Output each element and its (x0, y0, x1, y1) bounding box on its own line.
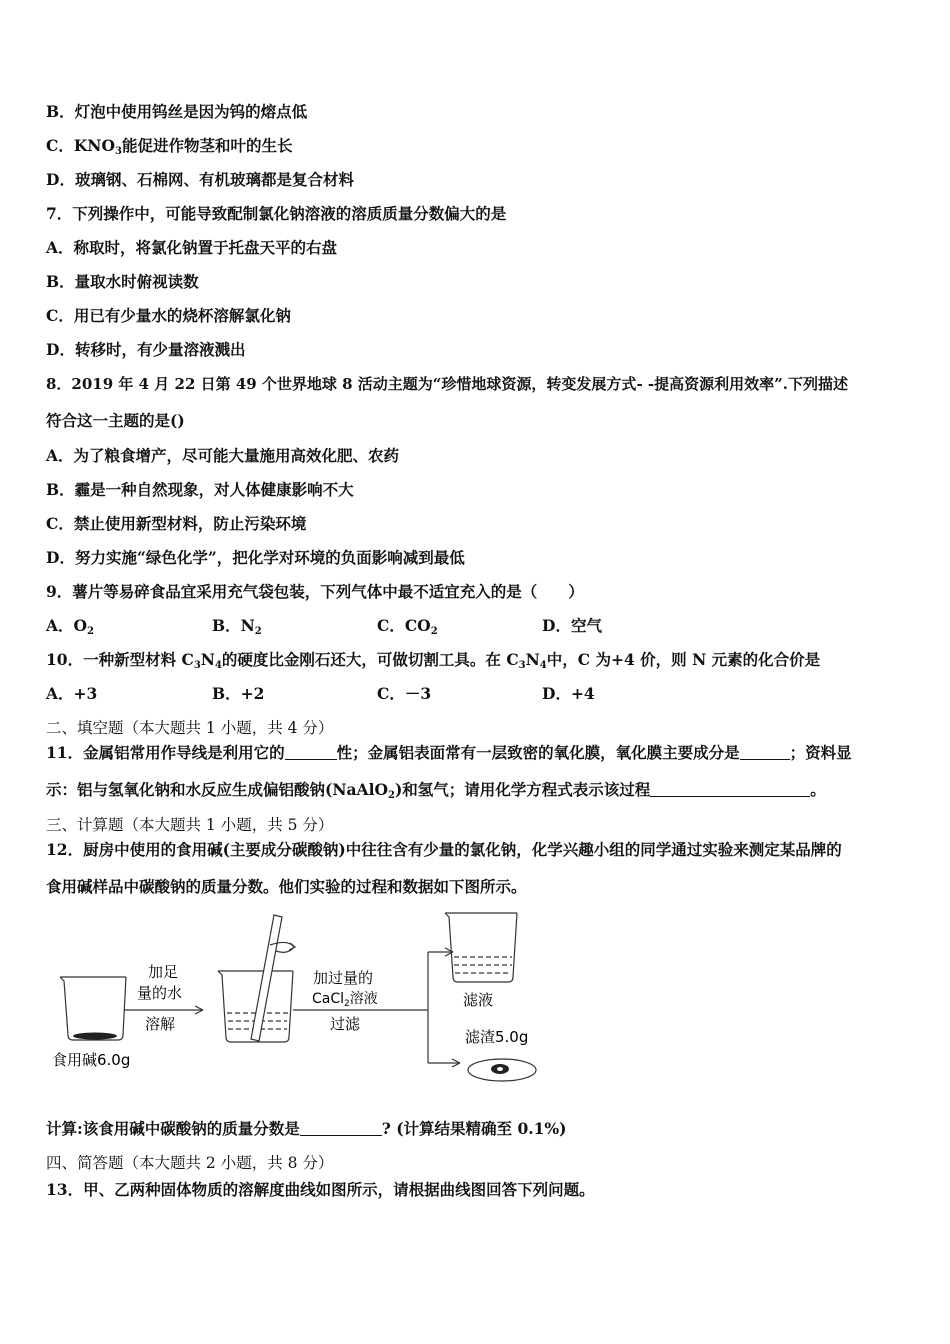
q10-text-5: 中，C 为+4 价，则 N 元素的化合价是 (546, 650, 821, 669)
q9-option-b (212, 616, 262, 642)
step1-line1: 加足 (148, 963, 179, 981)
sample-beaker (60, 977, 126, 1040)
q6c-subscript: 3 (114, 146, 122, 157)
q9b-subscript: 2 (254, 626, 262, 637)
section-4-heading: 四、简答题（本大题共 2 小题，共 8 分） (46, 1154, 334, 1172)
q12-stem-line2: 食用碱样品中碳酸钠的质量分数。他们实验的过程和数据如下图所示。 (46, 877, 527, 896)
q9a-text: A．O (46, 616, 88, 635)
q7-option-d: D．转移时，有少量溶液溅出 (46, 340, 246, 359)
q11-text-5: )和氢气；请用化学方程式表示该过程 (394, 780, 651, 799)
cacl2-solution: 溶液 (349, 991, 378, 1007)
q9c-subscript: 2 (430, 626, 438, 637)
q10-text-2: N (200, 650, 215, 669)
q12-answer-blank[interactable] (300, 1121, 382, 1136)
q11-blank-3[interactable] (650, 782, 810, 797)
q12-calc-text: 计算:该食用碱中碳酸钠的质量分数是 (46, 1119, 300, 1138)
step1-line3: 溶解 (145, 1015, 176, 1033)
q12-calc-note: ? (计算结果精确至 0.1%) (381, 1119, 567, 1138)
q10-sub-3: 3 (518, 660, 526, 671)
q10-stem (46, 650, 820, 676)
step2-line2 (312, 990, 378, 1009)
step2-line1: 加过量的 (313, 969, 374, 987)
q8-option-b: B．霾是一种自然现象，对人体健康影响不大 (46, 480, 354, 499)
q9-option-d: D．空气 (542, 616, 602, 635)
q10-option-a: A．+3 (46, 684, 98, 703)
experiment-diagram (40, 905, 560, 1095)
q11-text-2: 性；金属铝表面常有一层致密的氧化膜，氧化膜主要成分是 (336, 743, 740, 762)
q11-text-3: ；资料显 (789, 743, 852, 762)
q11-line1 (46, 743, 852, 763)
step1-line2: 量的水 (137, 984, 183, 1002)
q11-blank-1[interactable] (285, 745, 337, 760)
q6-option-d: D．玻璃钢、石棉网、有机玻璃都是复合材料 (46, 170, 354, 189)
q8-option-d: D．努力实施“绿色化学”，把化学对环境的负面影响减到最低 (46, 548, 465, 567)
sample-label: 食用碱6.0g (52, 1051, 131, 1069)
q10-text-1: 10．一种新型材料 C (46, 650, 194, 669)
q7-option-b: B．量取水时俯视读数 (46, 272, 199, 291)
q9-option-c (377, 616, 438, 642)
q6-option-c (46, 136, 292, 162)
section-3-heading: 三、计算题（本大题共 1 小题，共 5 分） (46, 816, 334, 834)
q6-option-b: B．灯泡中使用钨丝是因为钨的熔点低 (46, 102, 308, 121)
q10-option-b: B．+2 (212, 684, 265, 703)
q8-stem-line2: 符合这一主题的是() (46, 411, 185, 430)
q11-subscript: 2 (387, 790, 395, 801)
q8-stem-line1: 8．2019 年 4 月 22 日第 49 个世界地球 8 活动主题为“珍惜地球资源，转变发展方式- -提高资源利用效率”.下列描述 (46, 375, 848, 393)
q12-stem-line1: 12．厨房中使用的食用碱(主要成分碳酸钠)中往往含有少量的氯化钠，化学兴趣小组的同学通过实验来测定某品牌的 (46, 840, 842, 859)
q9-option-a (46, 616, 94, 642)
q9b-text: B．N (212, 616, 255, 635)
q9-stem: 9．薯片等易碎食品宜采用充气袋包装，下列气体中最不适宜充入的是（ ） (46, 582, 584, 601)
q7-stem: 7．下列操作中，可能导致配制氯化钠溶液的溶质质量分数偏大的是 (46, 204, 507, 223)
residue-label: 滤渣5.0g (465, 1028, 529, 1046)
q7-option-c: C．用已有少量水的烧杯溶解氯化钠 (46, 306, 291, 325)
section-2-heading: 二、填空题（本大题共 1 小题，共 4 分） (46, 719, 334, 737)
q11-line2 (46, 780, 826, 806)
filtrate-label: 滤液 (463, 991, 494, 1009)
q11-text-6: 。 (810, 780, 826, 799)
q10-sub-2: 4 (214, 660, 222, 671)
q8-option-a: A．为了粮食增产，尽可能大量施用高效化肥、农药 (46, 446, 400, 465)
filtrate-beaker (445, 913, 517, 982)
q10-text-3: 的硬度比金刚石还大，可做切割工具。在 C (221, 650, 519, 669)
sample-powder (73, 1033, 117, 1040)
q10-sub-1: 3 (193, 660, 201, 671)
cacl2-subscript: 2 (344, 999, 350, 1009)
q13-stem: 13．甲、乙两种固体物质的溶解度曲线如图所示，请根据曲线图回答下列问题。 (46, 1180, 595, 1199)
residue-highlight (497, 1067, 503, 1071)
q12-calculation (46, 1119, 566, 1139)
q7-option-a: A．称取时，将氯化钠置于托盘天平的右盘 (46, 238, 338, 257)
q6c-text: C．KNO (46, 136, 115, 155)
q11-text-1: 11．金属铝常用作导线是利用它的 (46, 743, 285, 762)
q10-option-d: D．+4 (542, 684, 595, 703)
q8-option-c: C．禁止使用新型材料，防止污染环境 (46, 514, 307, 533)
cacl2-text: CaCl (312, 991, 345, 1007)
q6c-text-end: 能促进作物茎和叶的生长 (121, 136, 293, 155)
q11-blank-2[interactable] (740, 745, 790, 760)
q9a-subscript: 2 (87, 626, 94, 637)
q11-text-4: 示：铝与氢氧化钠和水反应生成偏铝酸钠(NaAlO (46, 780, 388, 799)
q9c-text: C．CO (377, 616, 431, 635)
step2-line3: 过滤 (330, 1015, 361, 1033)
q10-option-c: C．－3 (377, 684, 432, 703)
q10-sub-4: 4 (539, 660, 547, 671)
glass-rod (251, 915, 295, 1041)
q10-text-4: N (525, 650, 540, 669)
filtrate-level (454, 957, 512, 973)
